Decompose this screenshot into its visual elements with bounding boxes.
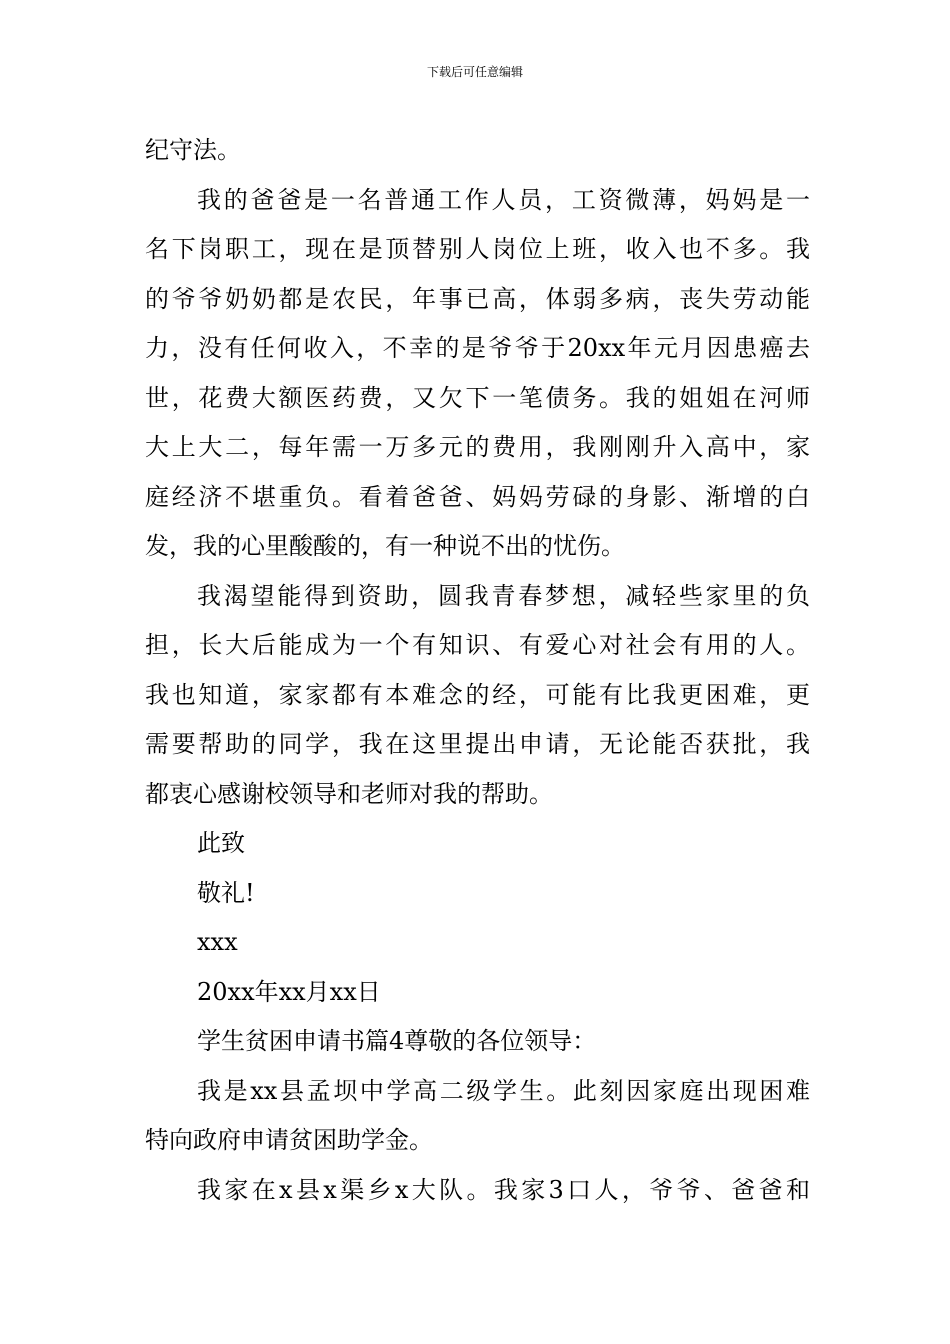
text-line: 都衷心感谢校领导和老师对我的帮助。 — [145, 779, 553, 808]
text-line: 敬礼! — [197, 878, 255, 907]
document-body — [145, 126, 810, 1215]
text-line: xxx — [197, 928, 238, 956]
text-line: 大上大二，每年需一万多元的费用，我刚刚升入高中，家 — [145, 433, 810, 461]
text-line: 庭经济不堪重负。看着爸爸、妈妈劳碌的身影、渐增的白 — [145, 482, 810, 511]
text-line: 世，花费大额医药费，又欠下一笔债务。我的姐姐在河师 — [145, 383, 810, 412]
text-line: 力，没有任何收入，不幸的是爷爷于20xx年元月因患癌去 — [145, 334, 810, 362]
page-header: 下载后可任意编辑 — [426, 65, 523, 79]
text-line: 纪守法。 — [145, 136, 241, 164]
text-line: 发，我的心里酸酸的，有一种说不出的忧伤。 — [145, 532, 625, 560]
text-line: 我的爸爸是一名普通工作人员，工资微薄，妈妈是一 — [197, 185, 810, 214]
text-line: 我家在x县x渠乡x大队。我家3口人，爷爷、爸爸和 — [197, 1175, 810, 1204]
text-line: 此致 — [197, 829, 245, 857]
text-line: 20xx年xx月xx日 — [197, 977, 381, 1006]
text-line: 名下岗职工，现在是顶替别人岗位上班，收入也不多。我 — [145, 235, 810, 263]
text-line: 的爷爷奶奶都是农民，年事已高，体弱多病，丧失劳动能 — [145, 284, 810, 313]
text-line: 需要帮助的同学，我在这里提出申请，无论能否获批，我 — [145, 730, 810, 758]
text-line: 我渴望能得到资助，圆我青春梦想，减轻些家里的负 — [197, 581, 810, 610]
text-line: 特向政府申请贫困助学金。 — [145, 1126, 433, 1154]
text-line: 学生贫困申请书篇4尊敬的各位领导： — [197, 1027, 597, 1055]
text-line: 我是xx县孟坝中学高二级学生。此刻因家庭出现困难 — [197, 1076, 810, 1105]
text-line: 我也知道，家家都有本难念的经，可能有比我更困难，更 — [145, 680, 810, 709]
text-line: 担，长大后能成为一个有知识、有爱心对社会有用的人。 — [145, 631, 810, 659]
